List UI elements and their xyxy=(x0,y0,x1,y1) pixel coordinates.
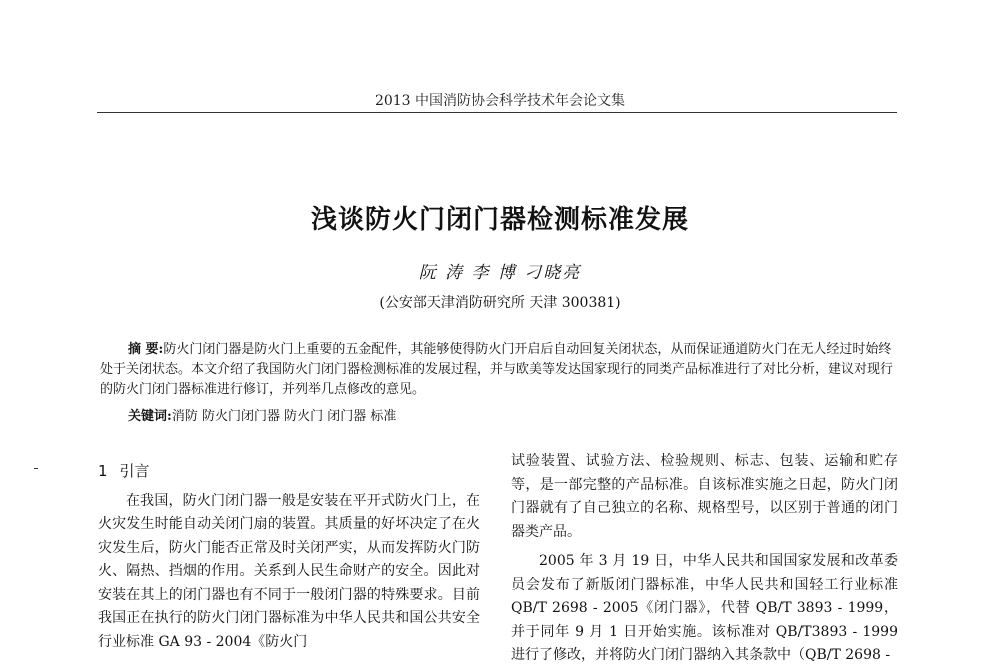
running-header: 2013 中国消防协会科学技术年会论文集 xyxy=(374,93,626,109)
left-column xyxy=(98,450,480,654)
abstract-text: 防火门闭门器是防火门上重要的五金配件，其能够使得防火门开启后自动回复关闭状态，从而保证通道防火门在无人经过时始终处于关闭状态。本文介绍了我国防火门闭门器检测标准的发展过程，并与欧美等发达国家现行的同类产品标准进行了对比分析，建议对现行的防火门闭门器标准进行修订，并列举几点修改的意见。 xyxy=(100,342,894,397)
body-paragraph: 在我国，防火门闭门器一般是安装在平开式防火门上，在火灾发生时能自动关闭门扇的装置。其质量的好坏决定了在火灾发生后，防火门能否正常及时关闭严实，从而发挥防火门防火、隔热、挡烟的作用。关系到人民生命财产的安全。因此对安装在其上的闭门器也有不同于一般闭门器的特殊要求。目前我国正在执行的防火门闭门器标准为中华人民共和国公共安全行业标准 GA 93 - 2004《防火门 xyxy=(98,492,480,650)
right-column xyxy=(511,450,898,668)
abstract xyxy=(100,340,900,400)
margin-mark xyxy=(34,468,38,469)
paper-title: 浅谈防火门闭门器检测标准发展 xyxy=(310,205,689,235)
paper-affiliation: (公安部天津消防研究所 天津 300381) xyxy=(379,295,621,311)
abstract-label: 摘 要: xyxy=(128,342,164,357)
keywords-text: 消防 防火门闭门器 防火门 闭门器 标准 xyxy=(171,409,397,424)
paper-authors: 阮 涛 李 博 刁晓亮 xyxy=(418,263,582,283)
header-rule xyxy=(97,112,897,113)
section-title: 引言 xyxy=(119,462,150,480)
section-heading xyxy=(98,460,480,484)
keywords xyxy=(128,407,888,427)
body-paragraph: 2005 年 3 月 19 日，中华人民共和国国家发展和改革委员会发布了新版闭门器标准，中华人民共和国轻工行业标准 QB/T 2698 - 2005《闭门器》，代替 QB/T 3893 - 1999，并于同年 9 月 1 日开始实施。该标准对 QB/T3893 - 1999 进行了修改，并将防火门闭门器纳入其条款中（QB/T 2698 - xyxy=(511,553,898,663)
section-number: 1 xyxy=(98,462,108,480)
body-paragraph: 试验装置、试验方法、检验规则、标志、包装、运输和贮存等，是一部完整的产品标准。自该标准实施之日起，防火门闭门器就有了自己独立的名称、规格型号，以区别于普通的闭门器类产品。 xyxy=(511,453,898,540)
keywords-label: 关键词: xyxy=(128,409,172,424)
